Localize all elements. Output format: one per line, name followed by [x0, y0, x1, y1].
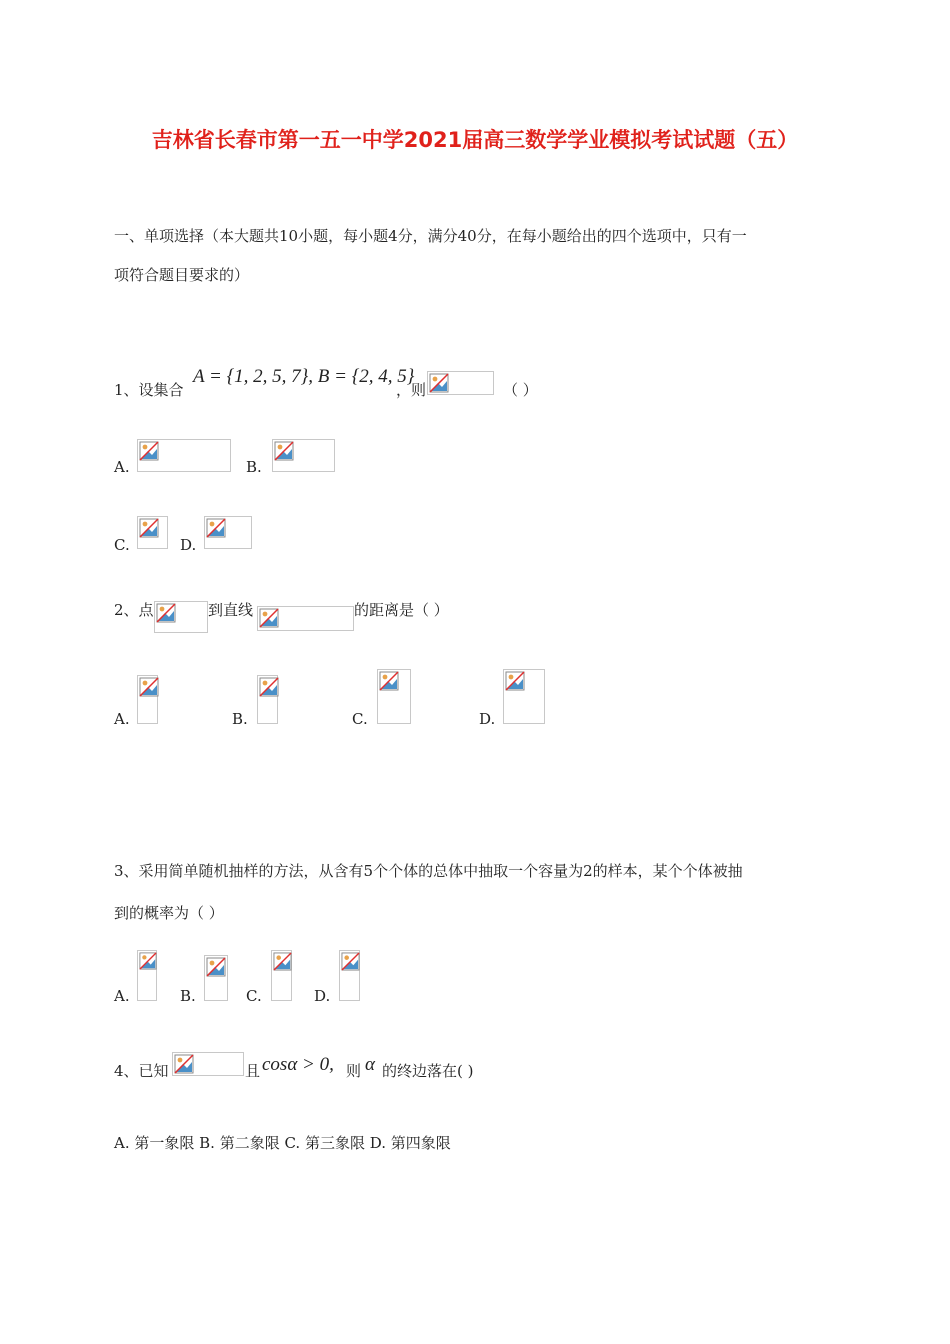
q3-line2: 到的概率为（ ）	[114, 904, 224, 922]
q2-prefix: 2、点	[114, 601, 154, 619]
section-instructions-line2: 项符合题目要求的）	[114, 266, 250, 284]
q1-option-c-image	[137, 516, 168, 549]
q1-expression-image	[427, 371, 494, 395]
q3-line1: 3、采用简单随机抽样的方法，从含有5个个体的总体中抽取一个容量为2的样本，某个个体被抽	[114, 862, 743, 880]
q2-option-b-label: B.	[232, 710, 248, 728]
q2-to-line: 到直线	[208, 601, 254, 619]
q4-cos-condition: cosα > 0,	[262, 1054, 334, 1075]
broken-image-icon	[505, 671, 525, 691]
q1-option-b-image	[272, 439, 335, 472]
broken-image-icon	[341, 952, 360, 971]
q4-prefix: 4、已知	[114, 1062, 169, 1080]
broken-image-icon	[139, 952, 157, 970]
broken-image-icon	[206, 957, 226, 977]
q1-prefix: 1、设集合	[114, 381, 184, 399]
q2-option-d-label: D.	[479, 710, 496, 728]
q2-line-image	[257, 606, 354, 631]
broken-image-icon	[139, 677, 159, 697]
broken-image-icon	[429, 373, 449, 393]
q3-option-b-label: B.	[180, 987, 196, 1005]
q3-option-a-image	[137, 950, 157, 1001]
q3-option-c-label: C.	[246, 987, 262, 1005]
broken-image-icon	[139, 518, 159, 538]
q2-option-a-label: A.	[114, 710, 130, 728]
q1-option-a-label: A.	[114, 458, 130, 476]
section-instructions-line1: 一、单项选择（本大题共10小题，每小题4分，满分40分，在每小题给出的四个选项中，只有一	[114, 227, 747, 245]
page-title: 吉林省长春市第一五一中学2021届高三数学学业模拟考试试题（五）	[151, 128, 799, 152]
q2-option-a-image	[137, 675, 158, 724]
broken-image-icon	[206, 518, 226, 538]
q1-then: ，则	[396, 381, 427, 399]
q3-option-c-image	[271, 950, 292, 1001]
q2-option-c-image	[377, 669, 411, 724]
q4-and: 且	[245, 1062, 261, 1080]
q1-option-c-label: C.	[114, 536, 130, 554]
q1-set-expression: A = {1, 2, 5, 7}, B = {2, 4, 5}	[193, 366, 415, 387]
q3-option-a-label: A.	[114, 987, 130, 1005]
q3-option-d-label: D.	[314, 987, 331, 1005]
q1-option-a-image	[137, 439, 231, 472]
broken-image-icon	[259, 608, 279, 628]
q3-option-d-image	[339, 950, 360, 1001]
broken-image-icon	[174, 1054, 194, 1074]
q2-option-b-image	[257, 675, 278, 724]
q1-option-b-label: B.	[246, 458, 262, 476]
q2-option-c-label: C.	[352, 710, 368, 728]
q3-option-b-image	[204, 955, 228, 1001]
broken-image-icon	[273, 952, 292, 971]
q1-option-d-image	[204, 516, 252, 549]
broken-image-icon	[139, 441, 159, 461]
q2-option-d-image	[503, 669, 545, 724]
q4-options: A. 第一象限 B. 第二象限 C. 第三象限 D. 第四象限	[114, 1134, 451, 1152]
q2-suffix: 的距离是（ ）	[354, 601, 449, 619]
broken-image-icon	[379, 671, 399, 691]
q4-suffix: 的终边落在( )	[382, 1062, 474, 1080]
q1-answer-paren: （ ）	[503, 381, 538, 399]
q4-condition-image	[172, 1052, 244, 1076]
q2-point-image	[154, 601, 208, 633]
q4-then: 则	[346, 1062, 362, 1080]
q1-option-d-label: D.	[180, 536, 197, 554]
broken-image-icon	[274, 441, 294, 461]
broken-image-icon	[156, 603, 176, 623]
broken-image-icon	[259, 677, 279, 697]
q4-alpha: α	[365, 1054, 375, 1075]
